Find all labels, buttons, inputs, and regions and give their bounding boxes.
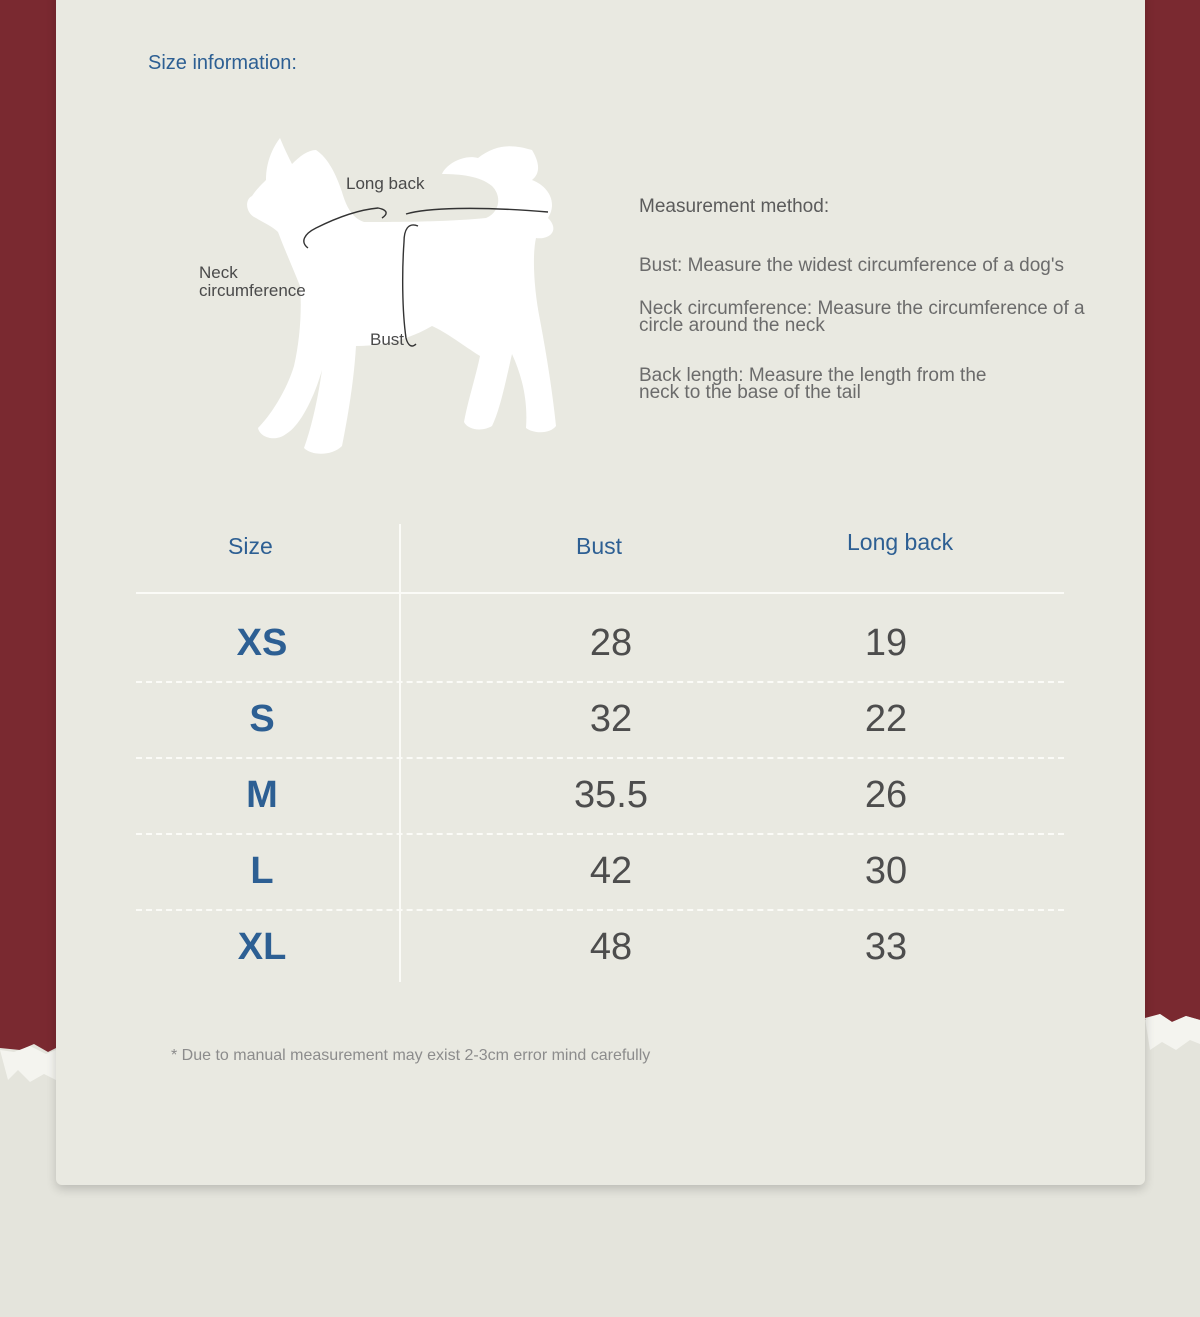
long-back-label: Long back [346, 174, 425, 193]
bust-label: Bust [370, 330, 405, 349]
table-row [136, 757, 1064, 833]
method-back: Back length: Measure the length from the neck to the base of the tail [639, 365, 987, 403]
table-row [136, 605, 1064, 681]
footnote: * Due to manual measurement may exist 2-3cm error mind carefully [171, 1047, 651, 1064]
neck-label-line2: circumference [199, 281, 306, 300]
cell-size: XL [237, 926, 287, 968]
neck-circumference-label [199, 264, 329, 300]
table-row [136, 909, 1064, 985]
table-row [136, 833, 1064, 909]
cell-bust: 35.5 [574, 774, 648, 816]
cell-long-back: 19 [864, 622, 908, 664]
cell-bust: 32 [589, 698, 633, 740]
page-title: Size information: [148, 52, 297, 74]
dog-measurement-diagram [196, 130, 566, 470]
cell-long-back: 26 [864, 774, 908, 816]
size-table [136, 530, 1064, 990]
cell-bust: 48 [589, 926, 633, 968]
method-bust: Bust: Measure the widest circumference of a dog's [639, 255, 1064, 276]
cell-size: L [250, 850, 274, 892]
cell-bust: 28 [589, 622, 633, 664]
header-bust: Bust [576, 533, 623, 559]
cell-size: S [249, 698, 275, 740]
cell-long-back: 30 [864, 850, 908, 892]
method-title: Measurement method: [639, 196, 830, 217]
cell-long-back: 33 [864, 926, 908, 968]
table-row [136, 681, 1064, 757]
header-long-back: Long back [847, 529, 954, 555]
header-size: Size [228, 533, 273, 559]
size-card [56, 0, 1145, 1185]
method-neck: Neck circumference: Measure the circumference of a circle around the neck [639, 298, 1085, 336]
cell-size: M [246, 774, 278, 816]
header-divider [136, 592, 1064, 594]
neck-label-line1: Neck [199, 263, 238, 282]
cell-bust: 42 [589, 850, 633, 892]
cell-long-back: 22 [864, 698, 908, 740]
cell-size: XS [236, 622, 288, 664]
